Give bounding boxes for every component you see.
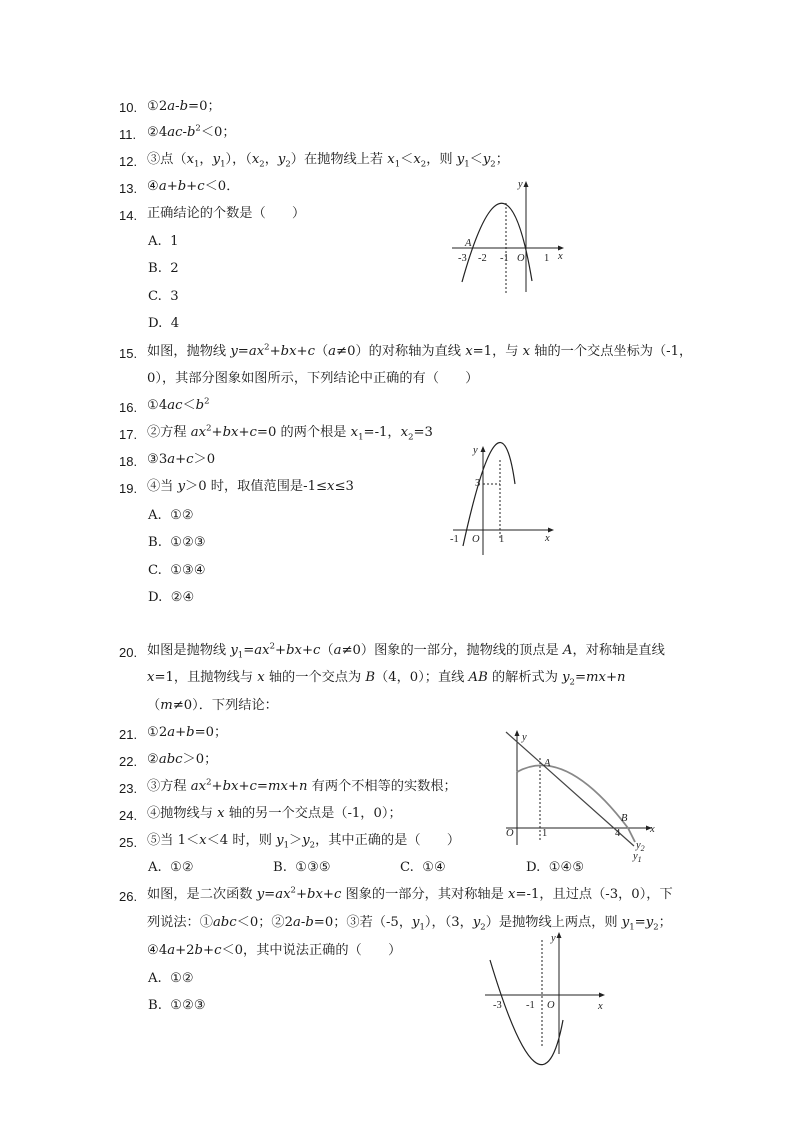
option-d[interactable]: D. 4 [148,316,180,331]
origin-label: O [517,253,525,264]
question-stem-cont: （m≠0）．下列结论： [147,698,278,713]
question-stem: 如图，是二次函数 $y=ax^2+bx+c$ 图象的一部分，其对称轴是 x=-1，且过点（-3，0），下 [147,885,673,902]
tick-label: 1 [542,828,548,839]
statement-line: ③方程 $ax^2+bx+c=mx+n$ 有两个不相等的实数根； [147,777,457,794]
statement-line: ①2a+b=0； [147,725,228,740]
option-d[interactable]: D. ①④⑤ [526,860,585,875]
y-intercept-label: 3 [475,478,481,489]
x-axis-label: x [650,824,655,835]
curve-label-y1: $y_1$ [633,851,642,864]
x-axis-label: x [598,1001,603,1012]
question-number: 10. [119,100,138,115]
question-stem: 如图，抛物线 $y=ax^2+bx+c(a\ne 0)$的对称轴为直线 x=1，与 x 轴的一个交点坐标为（-1， [147,342,693,359]
question-number: 23. [119,781,138,796]
option-c[interactable]: C. ①③④ [148,563,206,578]
tick-label: 1 [544,253,550,264]
origin-label: O [506,828,514,839]
option-d[interactable]: D. ②④ [148,590,195,605]
option-b[interactable]: B. ①②③ [148,535,206,550]
question-number: 20. [119,645,138,660]
question-number: 22. [119,754,138,769]
question-stem-cont: 列说法：①abc＜0；②2a-b=0；③若（-5，$y_1$），（3，$y_2$）是抛物线上两点，则 $y_1=y_2$； [147,915,672,933]
question-number: 14. [119,208,138,223]
question-number: 18. [119,454,138,469]
question-stem-cont: x=1，且抛物线与 x 轴的一个交点为 B（4，0）；直线 AB 的解析式为 $y_2=mx+n$ [147,670,626,688]
question-stem: 正确结论的个数是（ ） [147,206,306,221]
question-number: 26. [119,889,138,904]
statement-line: ②abc＞0； [147,752,218,767]
parabola-figure-2 [448,442,558,557]
line-label-y2: $y_2$ [636,840,645,853]
option-a[interactable]: A. 1 [148,234,179,249]
option-c[interactable]: C. ①④ [400,860,446,875]
question-number: 15. [119,346,138,361]
question-stem-cont: 0），其部分图象如图所示，下列结论中正确的有（ ） [147,371,479,386]
tick-label: -3 [458,253,467,264]
y-axis-label: y [551,933,556,944]
tick-label: 1 [499,534,505,545]
option-b[interactable]: B. ①③⑤ [273,860,331,875]
option-b[interactable]: B. ①②③ [148,998,206,1013]
tick-label: -3 [493,1000,502,1011]
parabola-figure-4 [483,928,613,1058]
point-label: A [465,238,472,249]
question-number: 16. [119,400,138,415]
statement-line: ①2a-b=0； [147,99,221,114]
option-a[interactable]: A. ①② [148,508,194,523]
question-number: 19. [119,481,138,496]
statement-line: $②4ac-b^2<0$； [147,123,236,140]
statement-line: ⑤当 1＜x＜4 时，则 $y_1>y_2$，其中正确的是（ ） [147,833,461,851]
x-axis-label: x [558,251,563,262]
statement-line: ④a+b+c＜0． [147,179,240,194]
tick-label: -2 [478,253,487,264]
y-axis-label: y [473,445,478,456]
question-stem-cont: ④4a+2b+c＜0，其中说法正确的（ ） [147,943,402,958]
x-axis-label: x [545,533,550,544]
statement-line: ③点（$x_1$，$y_1$），（$x_2$，$y_2$）在抛物线上若 $x_1<x_2$，则 $y_1<y_2$； [147,152,509,170]
question-number: 17. [119,427,138,442]
question-number: 12. [119,154,138,169]
option-a[interactable]: A. ①② [148,971,194,986]
option-c[interactable]: C. 3 [148,289,179,304]
statement-line: ④抛物线与 x 轴的另一个交点是（-1，0）； [147,806,402,821]
y-axis-label: y [518,179,523,190]
option-a[interactable]: A. ①② [148,860,194,875]
question-number: 13. [119,181,138,196]
tick-label: -1 [526,1000,535,1011]
statement-line: ②方程 $ax^2+bx+c=0$ 的两个根是 $x_1=-1$，$x_2=3$ [147,423,433,443]
tick-label: -1 [500,253,509,264]
parabola-line-figure [498,720,668,870]
origin-label: O [472,534,480,545]
origin-label: O [547,1000,555,1011]
vertex-label: A [544,758,551,769]
question-stem: 如图是抛物线 $y_1=ax^2+bx+c(a\ne 0)$图象的一部分，抛物线的顶点是 A，对称轴是直线 [147,641,665,661]
statement-line: ③3a+c＞0 [147,452,216,467]
question-number: 24. [119,808,138,823]
statement-line: $①4ac<b^2$ [147,396,210,413]
parabola-figure-1 [450,175,570,295]
tick-label: 4 [615,828,621,839]
tick-label: -1 [450,534,459,545]
question-number: 21. [119,727,138,742]
y-axis-label: y [522,732,527,743]
option-b[interactable]: B. 2 [148,261,179,276]
question-number: 25. [119,835,138,850]
point-label: B [621,813,628,824]
question-number: 11. [119,127,137,142]
statement-line: ④当 y＞0 时，取值范围是-1≤x≤3 [147,479,354,494]
